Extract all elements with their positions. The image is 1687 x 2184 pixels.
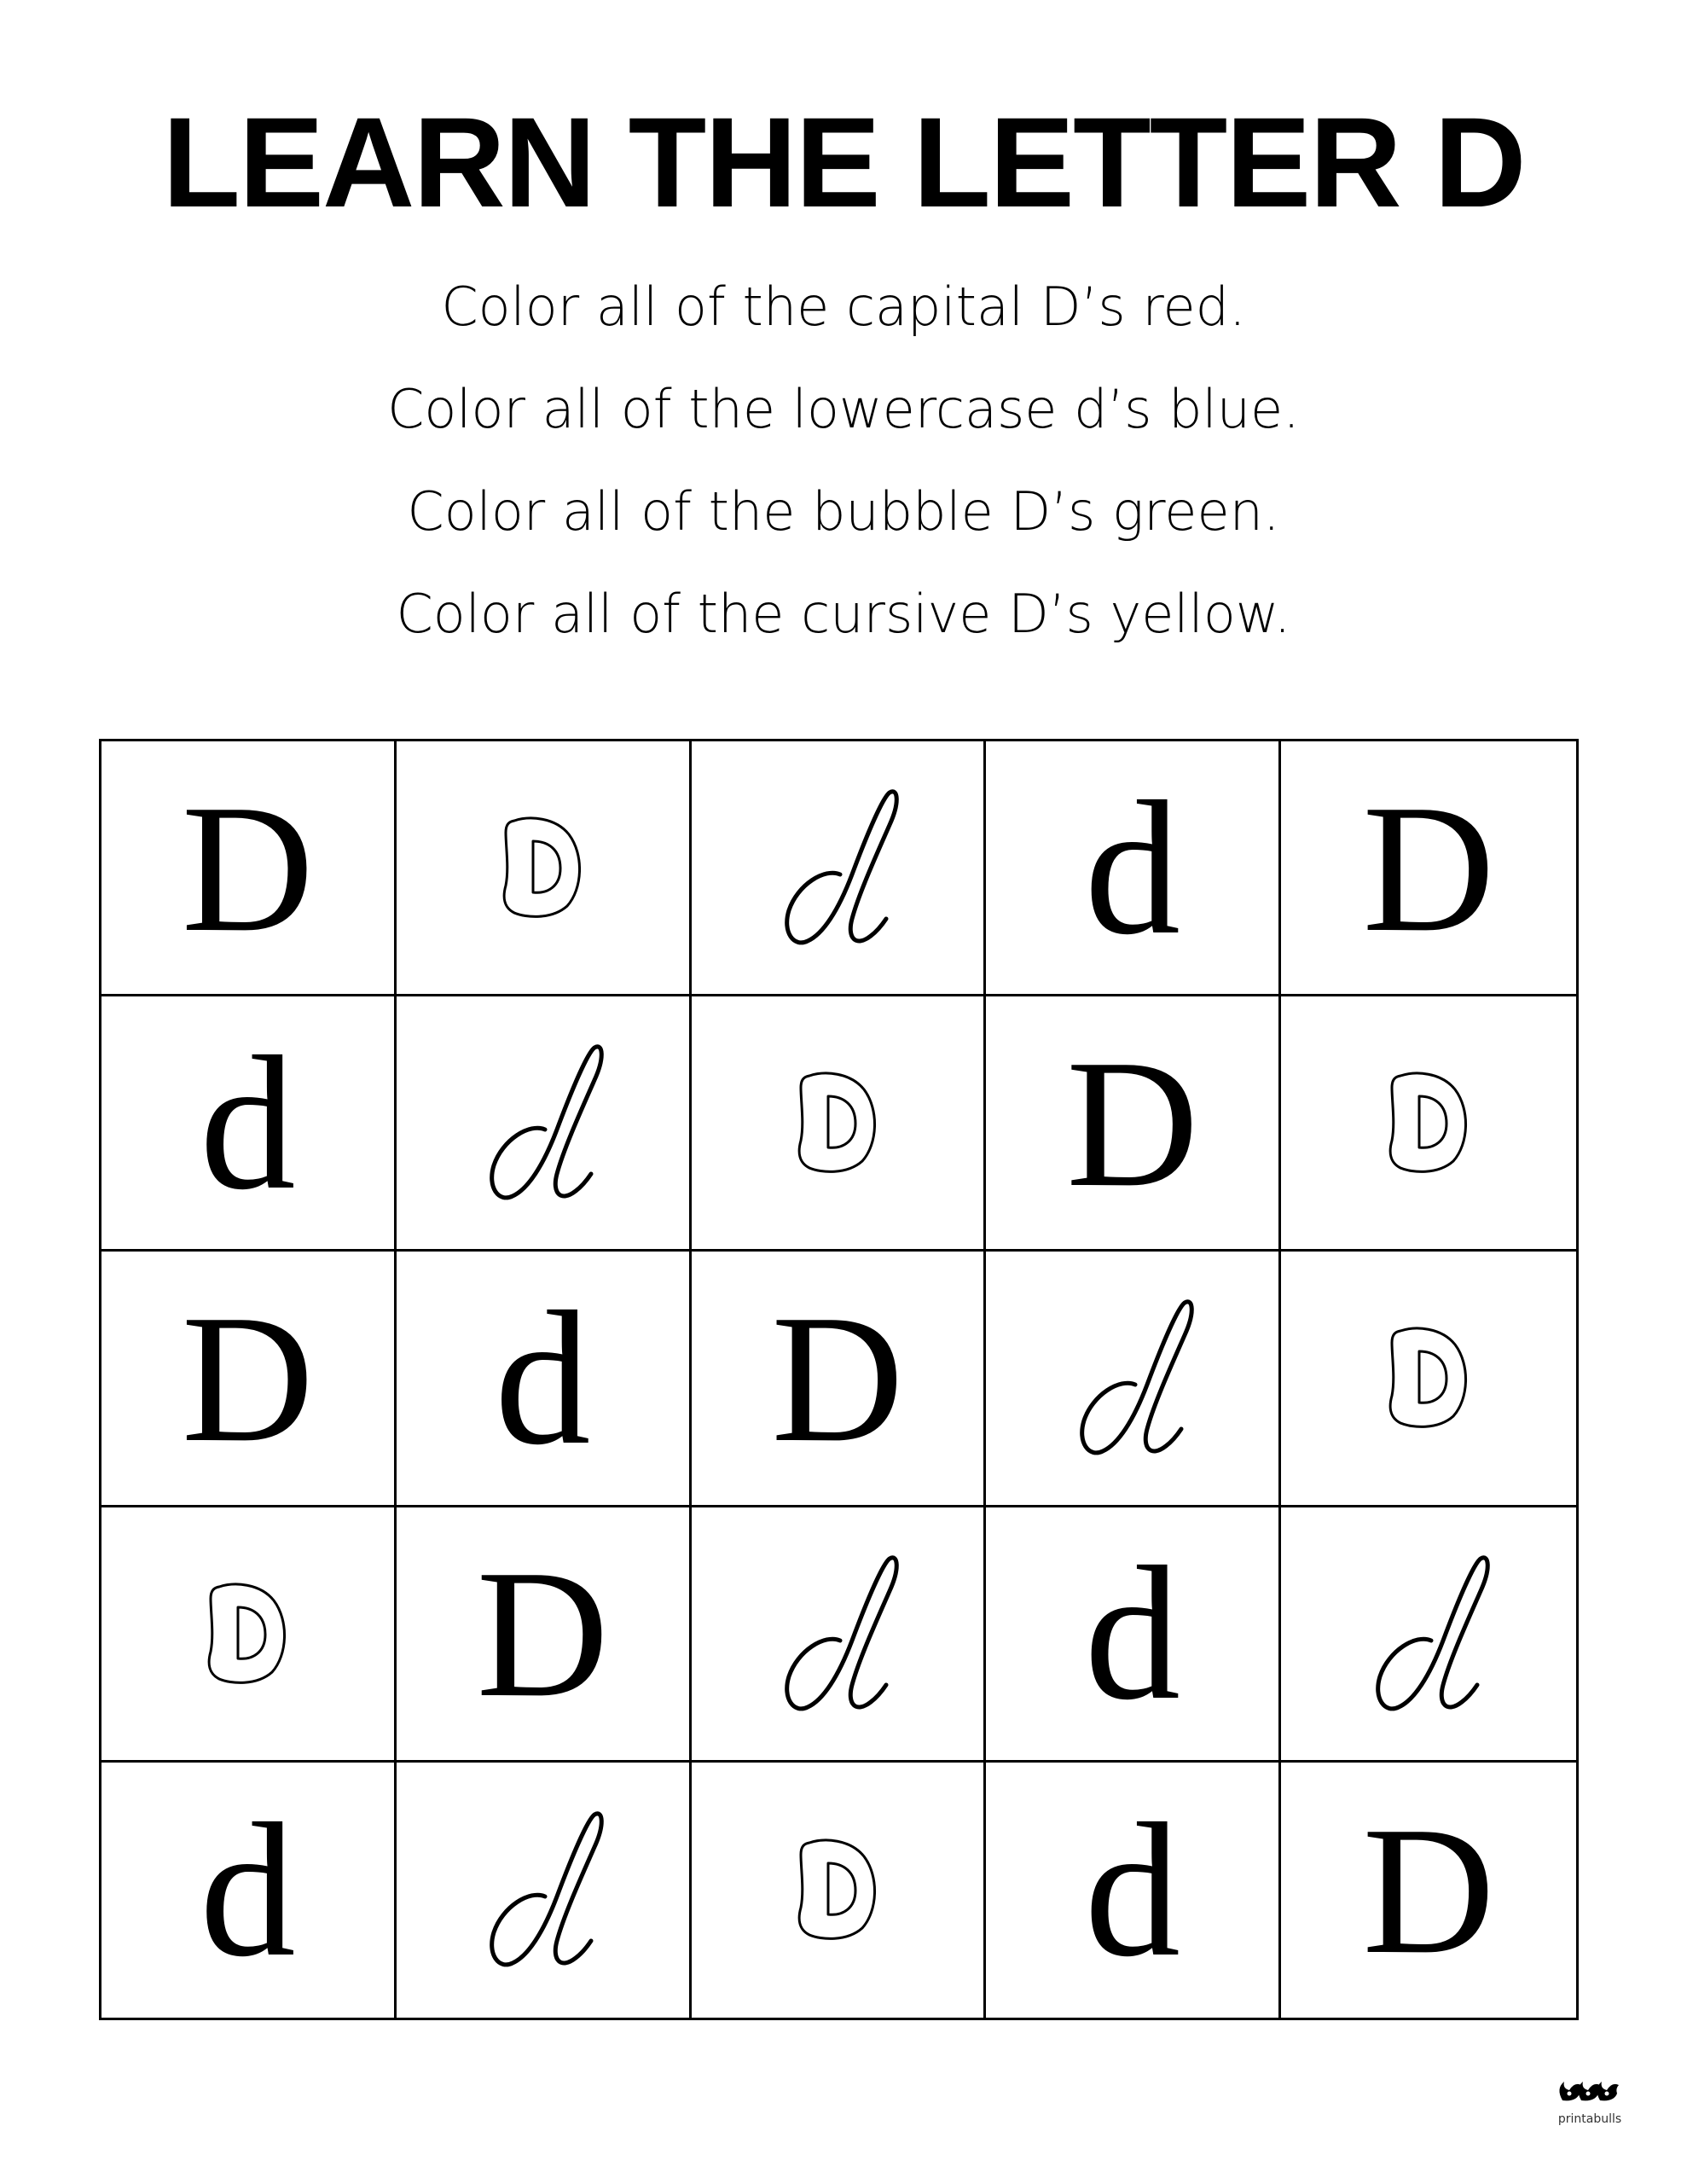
lowercase-d-glyph: d — [200, 1015, 296, 1229]
grid-cell-capital[interactable] — [692, 1252, 987, 1507]
grid-cell-lowercase[interactable] — [986, 1507, 1281, 1763]
grid-cell-cursive[interactable] — [692, 1507, 987, 1763]
instruction-lowercase: Color all of the lowercase d’s blue. — [387, 378, 1300, 440]
cursive-d-glyph — [1069, 1284, 1197, 1472]
capital-d-glyph: D — [476, 1531, 609, 1736]
grid-cell-bubble[interactable] — [692, 996, 987, 1252]
grid-cell-cursive[interactable] — [397, 1763, 692, 2018]
grid-cell-capital[interactable] — [1281, 1763, 1576, 2018]
capital-d-glyph: D — [1362, 765, 1495, 970]
lowercase-d-glyph: d — [200, 1782, 296, 1996]
grid-cell-lowercase[interactable] — [397, 1252, 692, 1507]
printabulls-logo — [1547, 2075, 1632, 2135]
bubble-d-glyph — [791, 1834, 884, 1945]
grid-cell-cursive[interactable] — [397, 996, 692, 1252]
instruction-capital: Color all of the capital D’s red. — [441, 276, 1246, 338]
grid-cell-lowercase[interactable] — [986, 741, 1281, 996]
cursive-d-glyph — [774, 774, 901, 961]
grid-cell-bubble[interactable] — [101, 1507, 397, 1763]
grid-cell-capital[interactable] — [101, 741, 397, 996]
grid-cell-lowercase[interactable] — [101, 996, 397, 1252]
grid-cell-cursive[interactable] — [986, 1252, 1281, 1507]
grid-cell-capital[interactable] — [397, 1507, 692, 1763]
bubble-d-glyph — [1382, 1067, 1475, 1178]
grid-cell-bubble[interactable] — [1281, 1252, 1576, 1507]
instruction-cursive: Color all of the cursive D’s yellow. — [396, 583, 1291, 645]
bubble-d-glyph — [1382, 1322, 1475, 1433]
grid-cell-bubble[interactable] — [692, 1763, 987, 2018]
cursive-d-glyph — [774, 1540, 901, 1728]
capital-d-glyph: D — [1066, 1020, 1199, 1225]
letter-grid — [99, 739, 1579, 2020]
page-title: LEARN THE LETTER D — [162, 90, 1525, 234]
cursive-d-glyph — [478, 1029, 606, 1217]
cursive-d-glyph — [1365, 1540, 1493, 1728]
instructions — [0, 264, 1687, 674]
grid-cell-cursive[interactable] — [1281, 1507, 1576, 1763]
printabulls-logo-icon — [1547, 2075, 1632, 2112]
cursive-d-glyph — [478, 1796, 606, 1984]
lowercase-d-glyph: d — [494, 1270, 591, 1484]
grid-cell-capital[interactable] — [1281, 741, 1576, 996]
capital-d-glyph: D — [771, 1275, 904, 1480]
capital-d-glyph: D — [1362, 1787, 1495, 1992]
grid-cell-lowercase[interactable] — [101, 1763, 397, 2018]
lowercase-d-glyph: d — [1084, 760, 1181, 974]
grid-cell-bubble[interactable] — [397, 741, 692, 996]
logo-text: printabulls — [1557, 2112, 1622, 2126]
capital-d-glyph: D — [181, 1275, 315, 1480]
grid-cell-capital[interactable] — [986, 996, 1281, 1252]
grid-cell-capital[interactable] — [101, 1252, 397, 1507]
grid-cell-bubble[interactable] — [1281, 996, 1576, 1252]
bubble-d-glyph — [791, 1067, 884, 1178]
bubble-d-glyph — [200, 1578, 294, 1689]
instruction-bubble: Color all of the bubble D’s green. — [407, 480, 1280, 543]
grid-cell-lowercase[interactable] — [986, 1763, 1281, 2018]
bubble-d-glyph — [496, 812, 589, 923]
capital-d-glyph: D — [181, 765, 315, 970]
lowercase-d-glyph: d — [1084, 1782, 1181, 1996]
grid-cell-cursive[interactable] — [692, 741, 987, 996]
lowercase-d-glyph: d — [1084, 1526, 1181, 1740]
